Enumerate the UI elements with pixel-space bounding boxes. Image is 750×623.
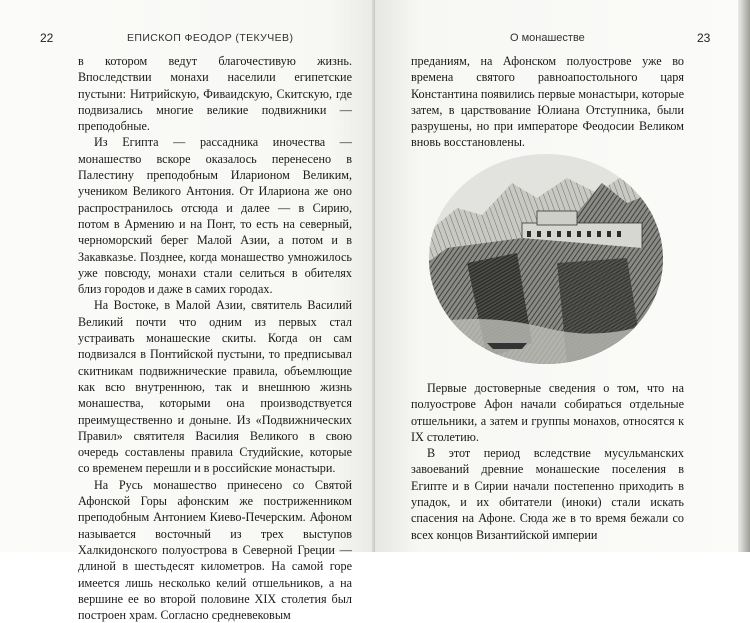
monastery-engraving-illustration bbox=[427, 153, 665, 366]
right-top-text bbox=[411, 53, 684, 151]
left-paragraph-4: На Русь монашество принесено со Святой Афонской Горы афонским же постриженником преподобным Антонием Киево-Печерским. Афоном называется восточный из трех выступов Халкидонского полуострова в Северной Греции — длиной в шестьдесят километров. На самой горе имеется лишь несколько келий отшельников, а на вершине ее во второй половине XIX столетия был построен храм. Согласно средневековым bbox=[78, 477, 352, 623]
right-paragraph-2: В этот период вследствие мусульманских завоеваний древние монашеские поселения в Египте и в Сирии начали постепенно приходить в упадок, и их обитатели (иноки) стали искать спасения на Афоне. Сюда же в то время бежали со всех концов Византийской империи bbox=[411, 446, 684, 542]
right-running-head: О монашестве bbox=[510, 32, 585, 44]
right-page-number: 23 bbox=[697, 31, 711, 45]
right-paragraph-continued: преданиям, на Афонском полуострове уже во времена святого равноапостольного царя Константина появились первые монастыри, которые затем, в царствование Юлиана Отступника, были разрушены, но при императоре Феодосии Великом вновь восстановлены. bbox=[411, 54, 684, 150]
left-page-number: 22 bbox=[40, 31, 54, 45]
page-edge bbox=[738, 0, 750, 552]
left-body-text bbox=[78, 53, 352, 623]
left-paragraph-2: Из Египта — рассадника иночества — монашество вскоре оказалось перенесено в Палестину преподобным Иларионом Великим, учеником Великого Антония. От Илариона же оно распространилось отсюда и далее — в Сирию, потом в Армению и на Понт, то есть на северный, черноморский берег Малой Азии, а потом и в Закавказье. Позднее, когда монашество умножилось уже повсюду, монахи стали селиться в обителях близ городов и даже в самих городах. bbox=[78, 135, 352, 297]
left-paragraph-1: в котором ведут благочестивую жизнь. Впоследствии монахи населили египетские пустыни: Нитрийскую, Фиваидскую, Скитскую, где подвизались многие великие подвижники — преподобные. bbox=[78, 54, 352, 134]
left-paragraph-3: На Востоке, в Малой Азии, святитель Василий Великий почти что одним из первых стал устраивать монашеские скиты. Когда он сам подвизался в Понтийской пустыни, то предписывал скитникам подвижнические правила, объемлющие как всю внутреннюю, так и внешнюю жизнь монашества, которыми она производствуется преимущественно и доныне. Из «Подвижнических Правил» святителя Василия Великого в свою очередь составлены правила Студийские, которые со временем перешли и в российские монастыри. bbox=[78, 298, 352, 476]
right-body-text bbox=[411, 380, 684, 543]
left-running-head: ЕПИСКОП ФЕОДОР (ТЕКУЧЕВ) bbox=[127, 32, 294, 44]
right-paragraph-1: Первые достоверные сведения о том, что на полуострове Афон начали собираться отдельные отшельники, а затем и группы монахов, относятся к IX столетию. bbox=[411, 381, 684, 444]
